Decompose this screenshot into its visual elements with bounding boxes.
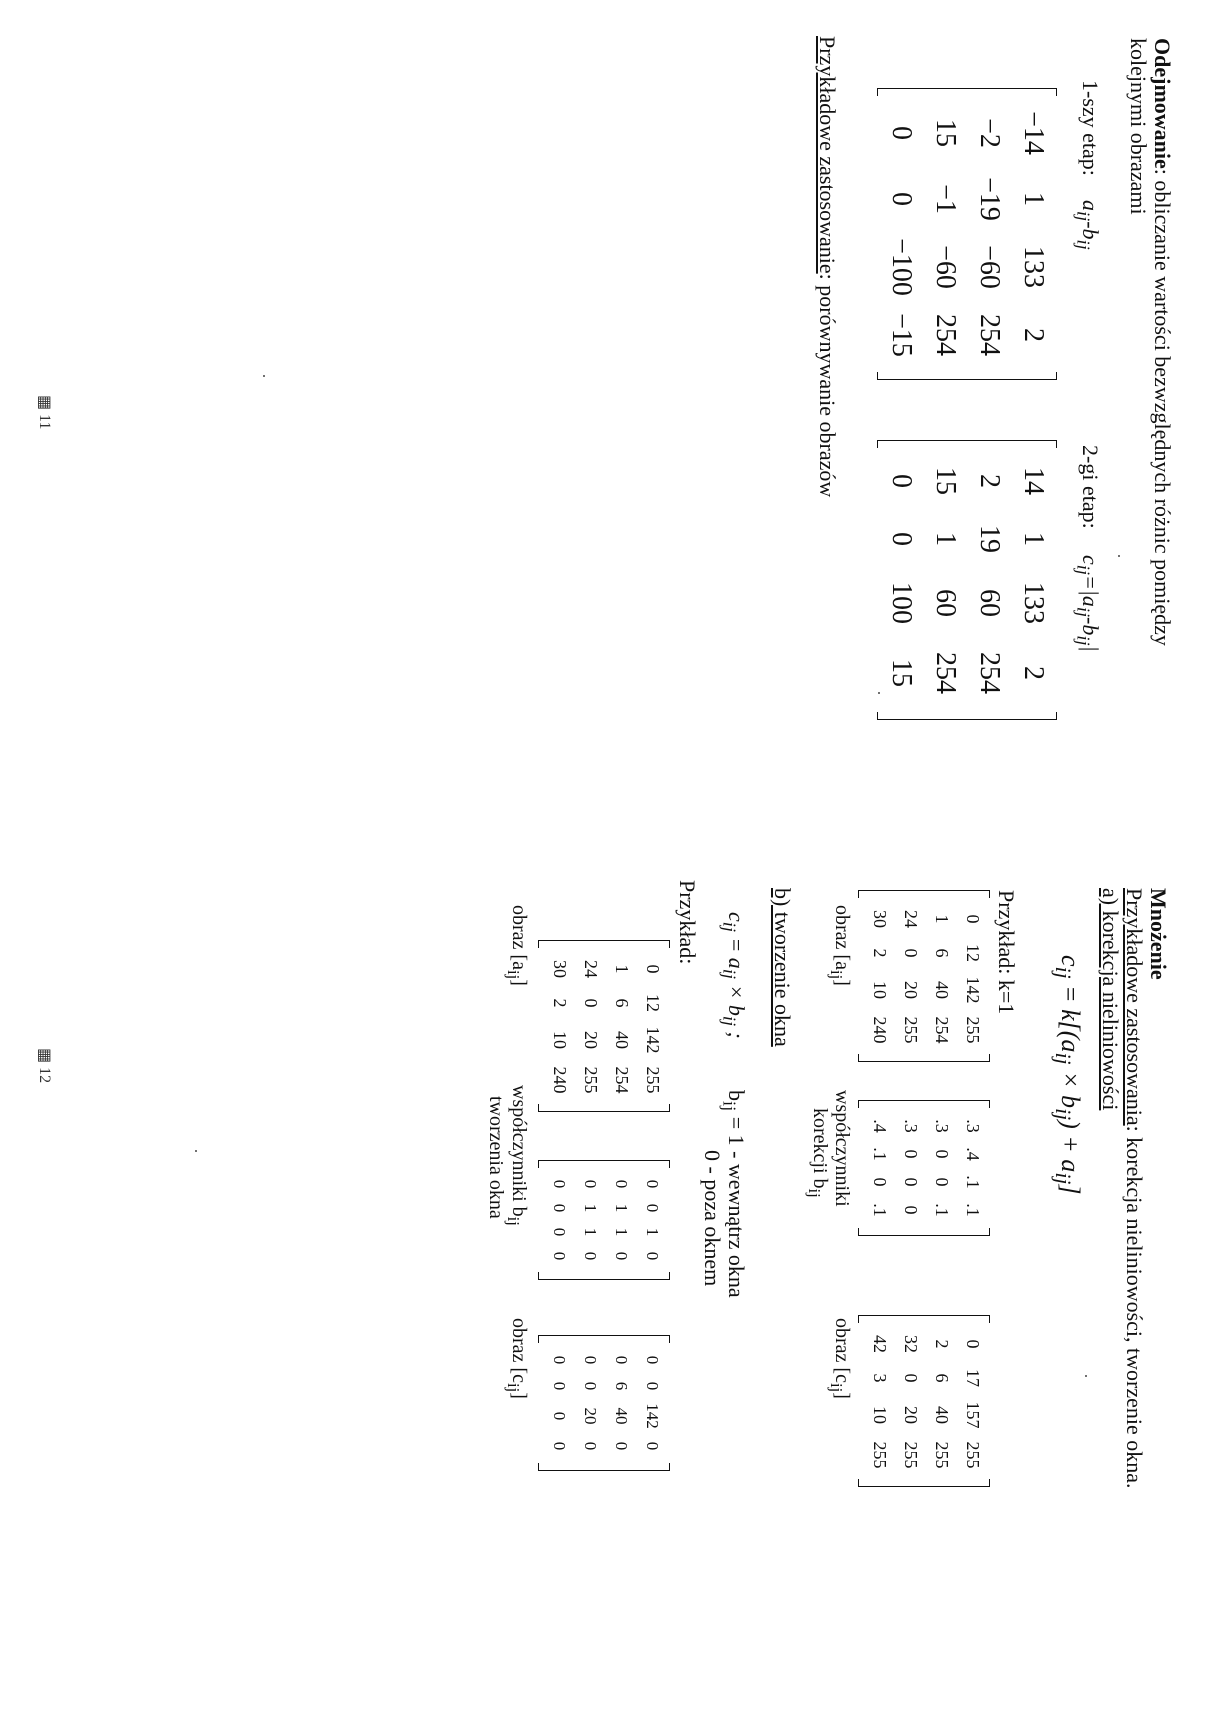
matrix-cell: 40 [932, 1406, 952, 1424]
matrix-cell: 1 [612, 1203, 632, 1213]
matrix-cell: 0 [643, 1251, 663, 1261]
matrix-cell: 1 [1018, 532, 1049, 546]
matrix-cell: 19 [974, 525, 1005, 553]
section-a-heading: a) korekcja nieliniowości [1098, 888, 1123, 1111]
formula-b-condition-1: $b_{ij} = 1$ - wewnątrz okna [719, 1090, 749, 1298]
matrix-cell: 1 [581, 1227, 601, 1237]
subtraction-example [814, 36, 840, 497]
stage1-matrix [877, 88, 1057, 380]
scan-speck [195, 1150, 197, 1152]
matrix-cell: 0 [550, 1203, 570, 1213]
caption-b-image: obraz $[a_{ij}]$ [504, 905, 530, 986]
matrix-cell: 0 [963, 914, 983, 924]
matrix-cell: 0 [581, 1355, 601, 1365]
matrix-cell: −1 [930, 184, 961, 214]
matrix-cell: 254 [930, 314, 961, 356]
matrix-cell: 142 [963, 976, 983, 1004]
caption-a-image: obraz $[a_{ij}]$ [827, 905, 853, 986]
matrix-cell: .1 [870, 1203, 890, 1217]
matrix-cell: 0 [550, 1179, 570, 1189]
matrix-cell: 14 [1018, 467, 1049, 495]
matrix-cell: 60 [974, 589, 1005, 617]
matrix-cell: 0 [581, 1251, 601, 1261]
matrix-cell: 0 [581, 1179, 601, 1189]
matrix-cell: 254 [974, 314, 1005, 356]
matrix-cell: 0 [901, 1177, 921, 1187]
matrix-cell: 32 [901, 1335, 921, 1353]
matrix-cell: .3 [901, 1119, 921, 1133]
example-b-matrix-b [538, 1160, 670, 1280]
matrix-cell: −14 [1018, 111, 1049, 155]
matrix-cell: 15 [930, 467, 961, 495]
matrix-cell: 0 [932, 1149, 952, 1159]
caption-a-result: obraz $[c_{ij}]$ [827, 1318, 853, 1399]
matrix-cell: 20 [901, 1406, 921, 1424]
matrix-cell: 0 [550, 1411, 570, 1421]
matrix-cell: −60 [930, 245, 961, 289]
matrix-cell: 24 [581, 960, 601, 978]
matrix-cell: −2 [974, 118, 1005, 148]
matrix-cell: 133 [1018, 582, 1049, 624]
matrix-cell: 0 [550, 1251, 570, 1261]
caption-a-coefficients-1: współczynniki [831, 1090, 853, 1207]
matrix-cell: 0 [550, 1227, 570, 1237]
matrix-grid [858, 898, 990, 1054]
matrix-cell: 15 [886, 659, 917, 687]
matrix-cell: 255 [963, 1441, 983, 1469]
matrix-cell: 0 [550, 1355, 570, 1365]
matrix-cell: 0 [612, 1251, 632, 1261]
matrix-cell: 30 [870, 910, 890, 928]
matrix-cell: .1 [963, 1175, 983, 1189]
matrix-cell: 254 [930, 652, 961, 694]
matrix-cell: 42 [870, 1335, 890, 1353]
matrix-cell: .4 [870, 1119, 890, 1133]
matrix-cell: 255 [963, 1016, 983, 1044]
example-b-matrix-c [538, 1335, 670, 1471]
matrix-cell: 0 [612, 1355, 632, 1365]
matrix-cell: 6 [932, 1373, 952, 1383]
matrix-cell: 255 [870, 1441, 890, 1469]
subtraction-heading: Odejmowanie [1150, 38, 1175, 169]
matrix-cell: 1 [581, 1203, 601, 1213]
matrix-cell: 24 [901, 910, 921, 928]
matrix-cell: 0 [901, 1205, 921, 1215]
subtraction-description: : obliczanie wartości bezwzględnych różnic pomiędzy [1150, 168, 1175, 646]
matrix-cell: 40 [612, 1407, 632, 1425]
applications-text: : korekcja nieliniowości, tworzenie okna. [1122, 1125, 1147, 1489]
matrix-cell: 0 [886, 532, 917, 546]
scan-speck [1118, 555, 1120, 557]
formula-a: $c_{ij} = k[(a_{ij} \times b_{ij}) + a_{ij}]$ [1050, 955, 1085, 1195]
matrix-cell: 0 [550, 1381, 570, 1391]
matrix-cell: 2 [870, 948, 890, 958]
stage2-matrix [877, 440, 1057, 720]
matrix-grid [538, 1168, 670, 1272]
matrix-cell: 2 [1018, 328, 1049, 342]
matrix-cell: 0 [581, 998, 601, 1008]
matrix-cell: 1 [932, 914, 952, 924]
page-number-12-text: 12 [36, 1067, 53, 1084]
matrix-cell: 12 [963, 944, 983, 962]
matrix-cell: 10 [870, 981, 890, 999]
matrix-cell: 255 [932, 1441, 952, 1469]
matrix-cell: 20 [581, 1031, 601, 1049]
example-a-matrix-b [858, 1100, 990, 1236]
matrix-cell: 1 [612, 964, 632, 974]
matrix-cell: 1 [930, 532, 961, 546]
matrix-cell: 0 [643, 1381, 663, 1391]
matrix-cell: 0 [643, 1203, 663, 1213]
matrix-cell: −15 [886, 313, 917, 357]
matrix-cell: 254 [612, 1066, 632, 1094]
matrix-cell: .3 [963, 1119, 983, 1133]
matrix-cell: 0 [550, 1441, 570, 1451]
matrix-grid [538, 1343, 670, 1463]
stage1-formula: $a_{ij}-b_{ij}$ [1073, 200, 1103, 250]
matrix-cell: 40 [932, 981, 952, 999]
matrix-cell: 100 [886, 582, 917, 624]
matrix-cell: 10 [870, 1406, 890, 1424]
matrix-grid [877, 448, 1057, 712]
matrix-cell: 142 [643, 1403, 663, 1429]
matrix-cell: 0 [643, 1441, 663, 1451]
matrix-cell: 0 [581, 1381, 601, 1391]
scan-speck [263, 375, 265, 377]
caption-b-coefficients-1: współczynniki $b_{ij}$ [504, 1085, 530, 1226]
matrix-cell: 1 [643, 1227, 663, 1237]
stage2-label: 2-gi etap: [1078, 445, 1103, 529]
example-a-label: Przykład: k=1 [994, 890, 1019, 1015]
multiplication-heading: Mnożenie [1146, 888, 1171, 980]
matrix-cell: 2 [974, 474, 1005, 488]
matrix-cell: 17 [963, 1369, 983, 1387]
matrix-cell: 10 [550, 1031, 570, 1049]
applications-label: Przykładowe zastosowania [1122, 888, 1147, 1126]
matrix-cell: −19 [974, 177, 1005, 221]
matrix-cell: 0 [643, 964, 663, 974]
matrix-cell: 0 [932, 1177, 952, 1187]
matrix-cell: 240 [550, 1066, 570, 1094]
matrix-cell: .3 [932, 1119, 952, 1133]
matrix-cell: 12 [643, 994, 663, 1012]
matrix-cell: 0 [870, 1177, 890, 1187]
matrix-cell: 6 [932, 948, 952, 958]
matrix-cell: 157 [963, 1401, 983, 1429]
matrix-grid [538, 948, 670, 1104]
example-b-matrix-a [538, 940, 670, 1112]
matrix-cell: 255 [901, 1441, 921, 1469]
matrix-cell: 240 [870, 1016, 890, 1044]
matrix-cell: 0 [963, 1339, 983, 1349]
matrix-cell: 0 [901, 948, 921, 958]
matrix-cell: 0 [886, 126, 917, 140]
matrix-cell: 2 [1018, 666, 1049, 680]
caption-b-coefficients-2: tworzenia okna [485, 1096, 507, 1219]
matrix-grid [877, 96, 1057, 372]
matrix-cell: 255 [643, 1066, 663, 1094]
caption-b-result: obraz $[c_{ij}]$ [504, 1318, 530, 1399]
stage1-label: 1-szy etap: [1078, 80, 1103, 176]
matrix-cell: .1 [932, 1203, 952, 1217]
matrix-cell: 2 [932, 1339, 952, 1349]
matrix-cell: 60 [930, 589, 961, 617]
stage2-formula: $c_{ij}=|a_{ij}-b_{ij}|$ [1073, 555, 1103, 652]
matrix-cell: 255 [581, 1066, 601, 1094]
matrix-cell: .1 [963, 1203, 983, 1217]
matrix-cell: 254 [932, 1016, 952, 1044]
matrix-cell: 0 [886, 192, 917, 206]
matrix-cell: 30 [550, 960, 570, 978]
matrix-cell: 0 [643, 1355, 663, 1365]
matrix-cell: 20 [581, 1407, 601, 1425]
matrix-cell: 254 [974, 652, 1005, 694]
subtraction-description-line2: kolejnymi obrazami [1126, 38, 1151, 215]
matrix-cell: 2 [550, 998, 570, 1008]
formula-b: $c_{ij} = a_{ij} \times b_{ij}$ ; [719, 912, 749, 1039]
matrix-cell: 142 [643, 1026, 663, 1054]
page-number-11: ▦ 11 [36, 395, 53, 430]
example-b-label: Przykład: [675, 880, 700, 965]
matrix-cell: 0 [901, 1373, 921, 1383]
matrix-cell: 0 [886, 474, 917, 488]
multiplication-applications [1121, 888, 1147, 1489]
matrix-cell: 6 [612, 1381, 632, 1391]
page-number-12: ▦ 12 [36, 1048, 53, 1084]
matrix-cell: 15 [930, 119, 961, 147]
matrix-cell: 3 [870, 1373, 890, 1383]
example-a-matrix-c [858, 1315, 990, 1487]
matrix-cell: 0 [612, 1179, 632, 1189]
formula-b-condition-2: 0 - poza oknem [700, 1150, 725, 1287]
matrix-cell: 0 [901, 1149, 921, 1159]
subtraction-title [1149, 38, 1175, 646]
example-a-matrix-a [858, 890, 990, 1062]
section-b-heading: b) tworzenie okna [770, 888, 795, 1047]
matrix-cell: 0 [581, 1441, 601, 1451]
matrix-cell: 20 [901, 981, 921, 999]
matrix-cell: −60 [974, 245, 1005, 289]
matrix-cell: 0 [643, 1179, 663, 1189]
scan-speck [878, 692, 880, 694]
matrix-cell: 1 [1018, 192, 1049, 206]
matrix-cell: .1 [870, 1147, 890, 1161]
subtraction-example-text: : porównywanie obrazów [815, 273, 840, 498]
matrix-cell: 1 [612, 1227, 632, 1237]
matrix-cell: .4 [963, 1147, 983, 1161]
matrix-cell: −100 [886, 238, 917, 296]
matrix-cell: 133 [1018, 246, 1049, 288]
subtraction-example-label: Przykładowe zastosowanie [815, 36, 840, 274]
matrix-cell: 40 [612, 1031, 632, 1049]
page-number-11-text: 11 [36, 414, 53, 430]
caption-a-coefficients-2: korekcji $b_{ij}$ [805, 1108, 831, 1198]
matrix-cell: 255 [901, 1016, 921, 1044]
matrix-cell: 0 [612, 1441, 632, 1451]
matrix-grid [858, 1323, 990, 1479]
matrix-grid [858, 1108, 990, 1228]
matrix-cell: 6 [612, 998, 632, 1008]
scan-speck [1085, 1375, 1087, 1377]
